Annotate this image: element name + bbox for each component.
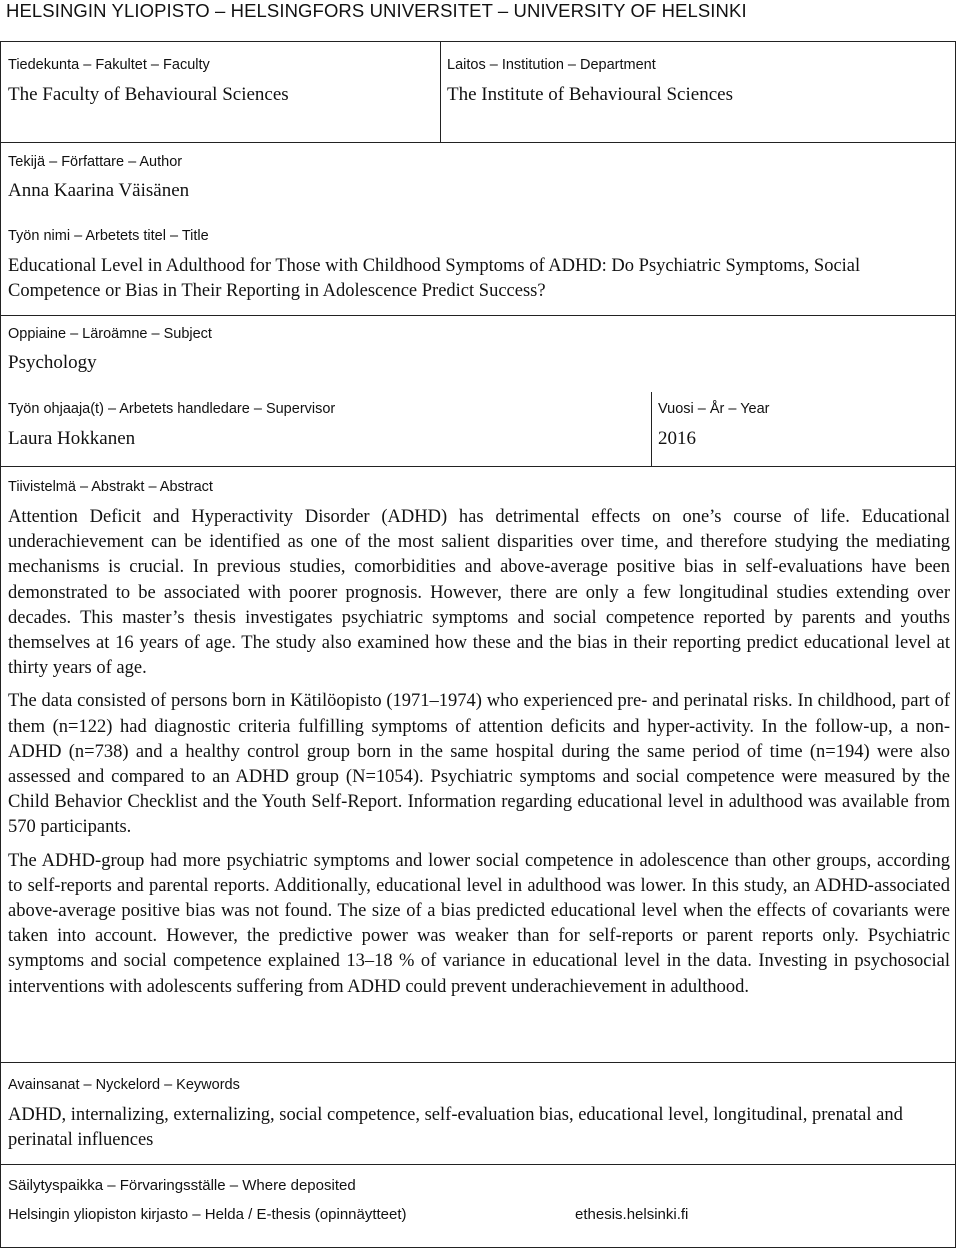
divider — [0, 1164, 956, 1165]
faculty-value: The Faculty of Behavioural Sciences — [8, 84, 289, 105]
supervisor-label: Työn ohjaaja(t) – Arbetets handledare – Supervisor — [8, 401, 336, 417]
keywords-value: ADHD, internalizing, externalizing, social competence, self-evaluation bias, educational level, longitudinal, prenatal and perinatal influences — [8, 1105, 903, 1150]
subject-value: Psychology — [8, 352, 97, 373]
abstract-label: Tiivistelmä – Abstrakt – Abstract — [8, 479, 213, 495]
abstract-paragraph: The ADHD-group had more psychiatric symptoms and lower social competence in adolescence than other groups, according to self-reports and parental reports. Additionally, educational level in adulthood was lower. In this study, an ADHD-associated above-average positive bias was not found. The size of a bias predicted educational level when the effects of covariants were taken into account. However, the predictive power was weaker than for self-reports or parent reports only. Psychiatric symptoms and social competence explained 13–18 % of variance in educational level in the data. Investing in psychosocial interventions with adolescents suffering from ADHD could prevent underachievement in adulthood. — [8, 850, 950, 997]
subject-label: Oppiaine – Läroämne – Subject — [8, 326, 212, 342]
column-divider — [440, 41, 441, 142]
divider — [0, 1062, 956, 1063]
divider — [0, 315, 956, 316]
author-value: Anna Kaarina Väisänen — [8, 180, 190, 201]
author-label: Tekijä – Författare – Author — [8, 154, 183, 170]
thesis-title: Educational Level in Adulthood for Those with Childhood Symptoms of ADHD: Do Psychiatric Symptoms, Social Competence or Bias in Their Reporting in Adolescence Predict Success? — [8, 256, 861, 301]
keywords-label: Avainsanat – Nyckelord – Keywords — [8, 1077, 240, 1093]
abstract-body — [8, 505, 950, 1008]
supervisor-value: Laura Hokkanen — [8, 428, 136, 449]
divider — [0, 142, 956, 143]
title-label: Työn nimi – Arbetets titel – Title — [8, 228, 209, 244]
deposited-url: ethesis.helsinki.fi — [575, 1206, 689, 1223]
department-value: The Institute of Behavioural Sciences — [447, 84, 733, 105]
department-label: Laitos – Institution – Department — [447, 57, 656, 73]
year-value: 2016 — [658, 428, 696, 449]
university-header: HELSINGIN YLIOPISTO – HELSINGFORS UNIVERSITET – UNIVERSITY OF HELSINKI — [6, 0, 747, 21]
deposited-label: Säilytyspaikka – Förvaringsställe – Where deposited — [8, 1177, 356, 1194]
year-label: Vuosi – År – Year — [658, 401, 770, 417]
abstract-paragraph: The data consisted of persons born in Kätilöopisto (1971–1974) who experienced pre- and perinatal risks. In childhood, part of them (n=122) had diagnostic criteria fulfilling symptoms of attention deficits and hyper-activity. In the follow-up, a non-ADHD (n=738) and a healthy control group born in the same hospital during the same period of time (n=194) were also assessed and compared to an ADHD group (N=1054). Psychiatric symptoms and social competence were measured by the Child Behavior Checklist and the Youth Self-Report. Information regarding educational level in adulthood was available from 570 participants. — [8, 691, 950, 838]
column-divider — [651, 392, 652, 467]
divider — [0, 466, 956, 467]
abstract-paragraph: Attention Deficit and Hyperactivity Disorder (ADHD) has detrimental effects on one’s course of life. Educational underachievement can be identified as one of the most salient disparities over time, and therefore studying the mediating mechanisms is crucial. In previous studies, comorbidities and above-average positive bias in self-evaluations have been demonstrated to be associated with poorer prognosis. However, there are only a few longitudinal studies extending over decades. This master’s thesis investigates psychiatric symptoms and social competence reported by parents and youths themselves at 16 years of age. The study also examined how these and the bias in their reporting predict educational level at thirty years of age. — [8, 507, 950, 679]
deposited-place: Helsingin yliopiston kirjasto – Helda / E-thesis (opinnäytteet) — [8, 1206, 407, 1223]
faculty-label: Tiedekunta – Fakultet – Faculty — [8, 57, 210, 73]
